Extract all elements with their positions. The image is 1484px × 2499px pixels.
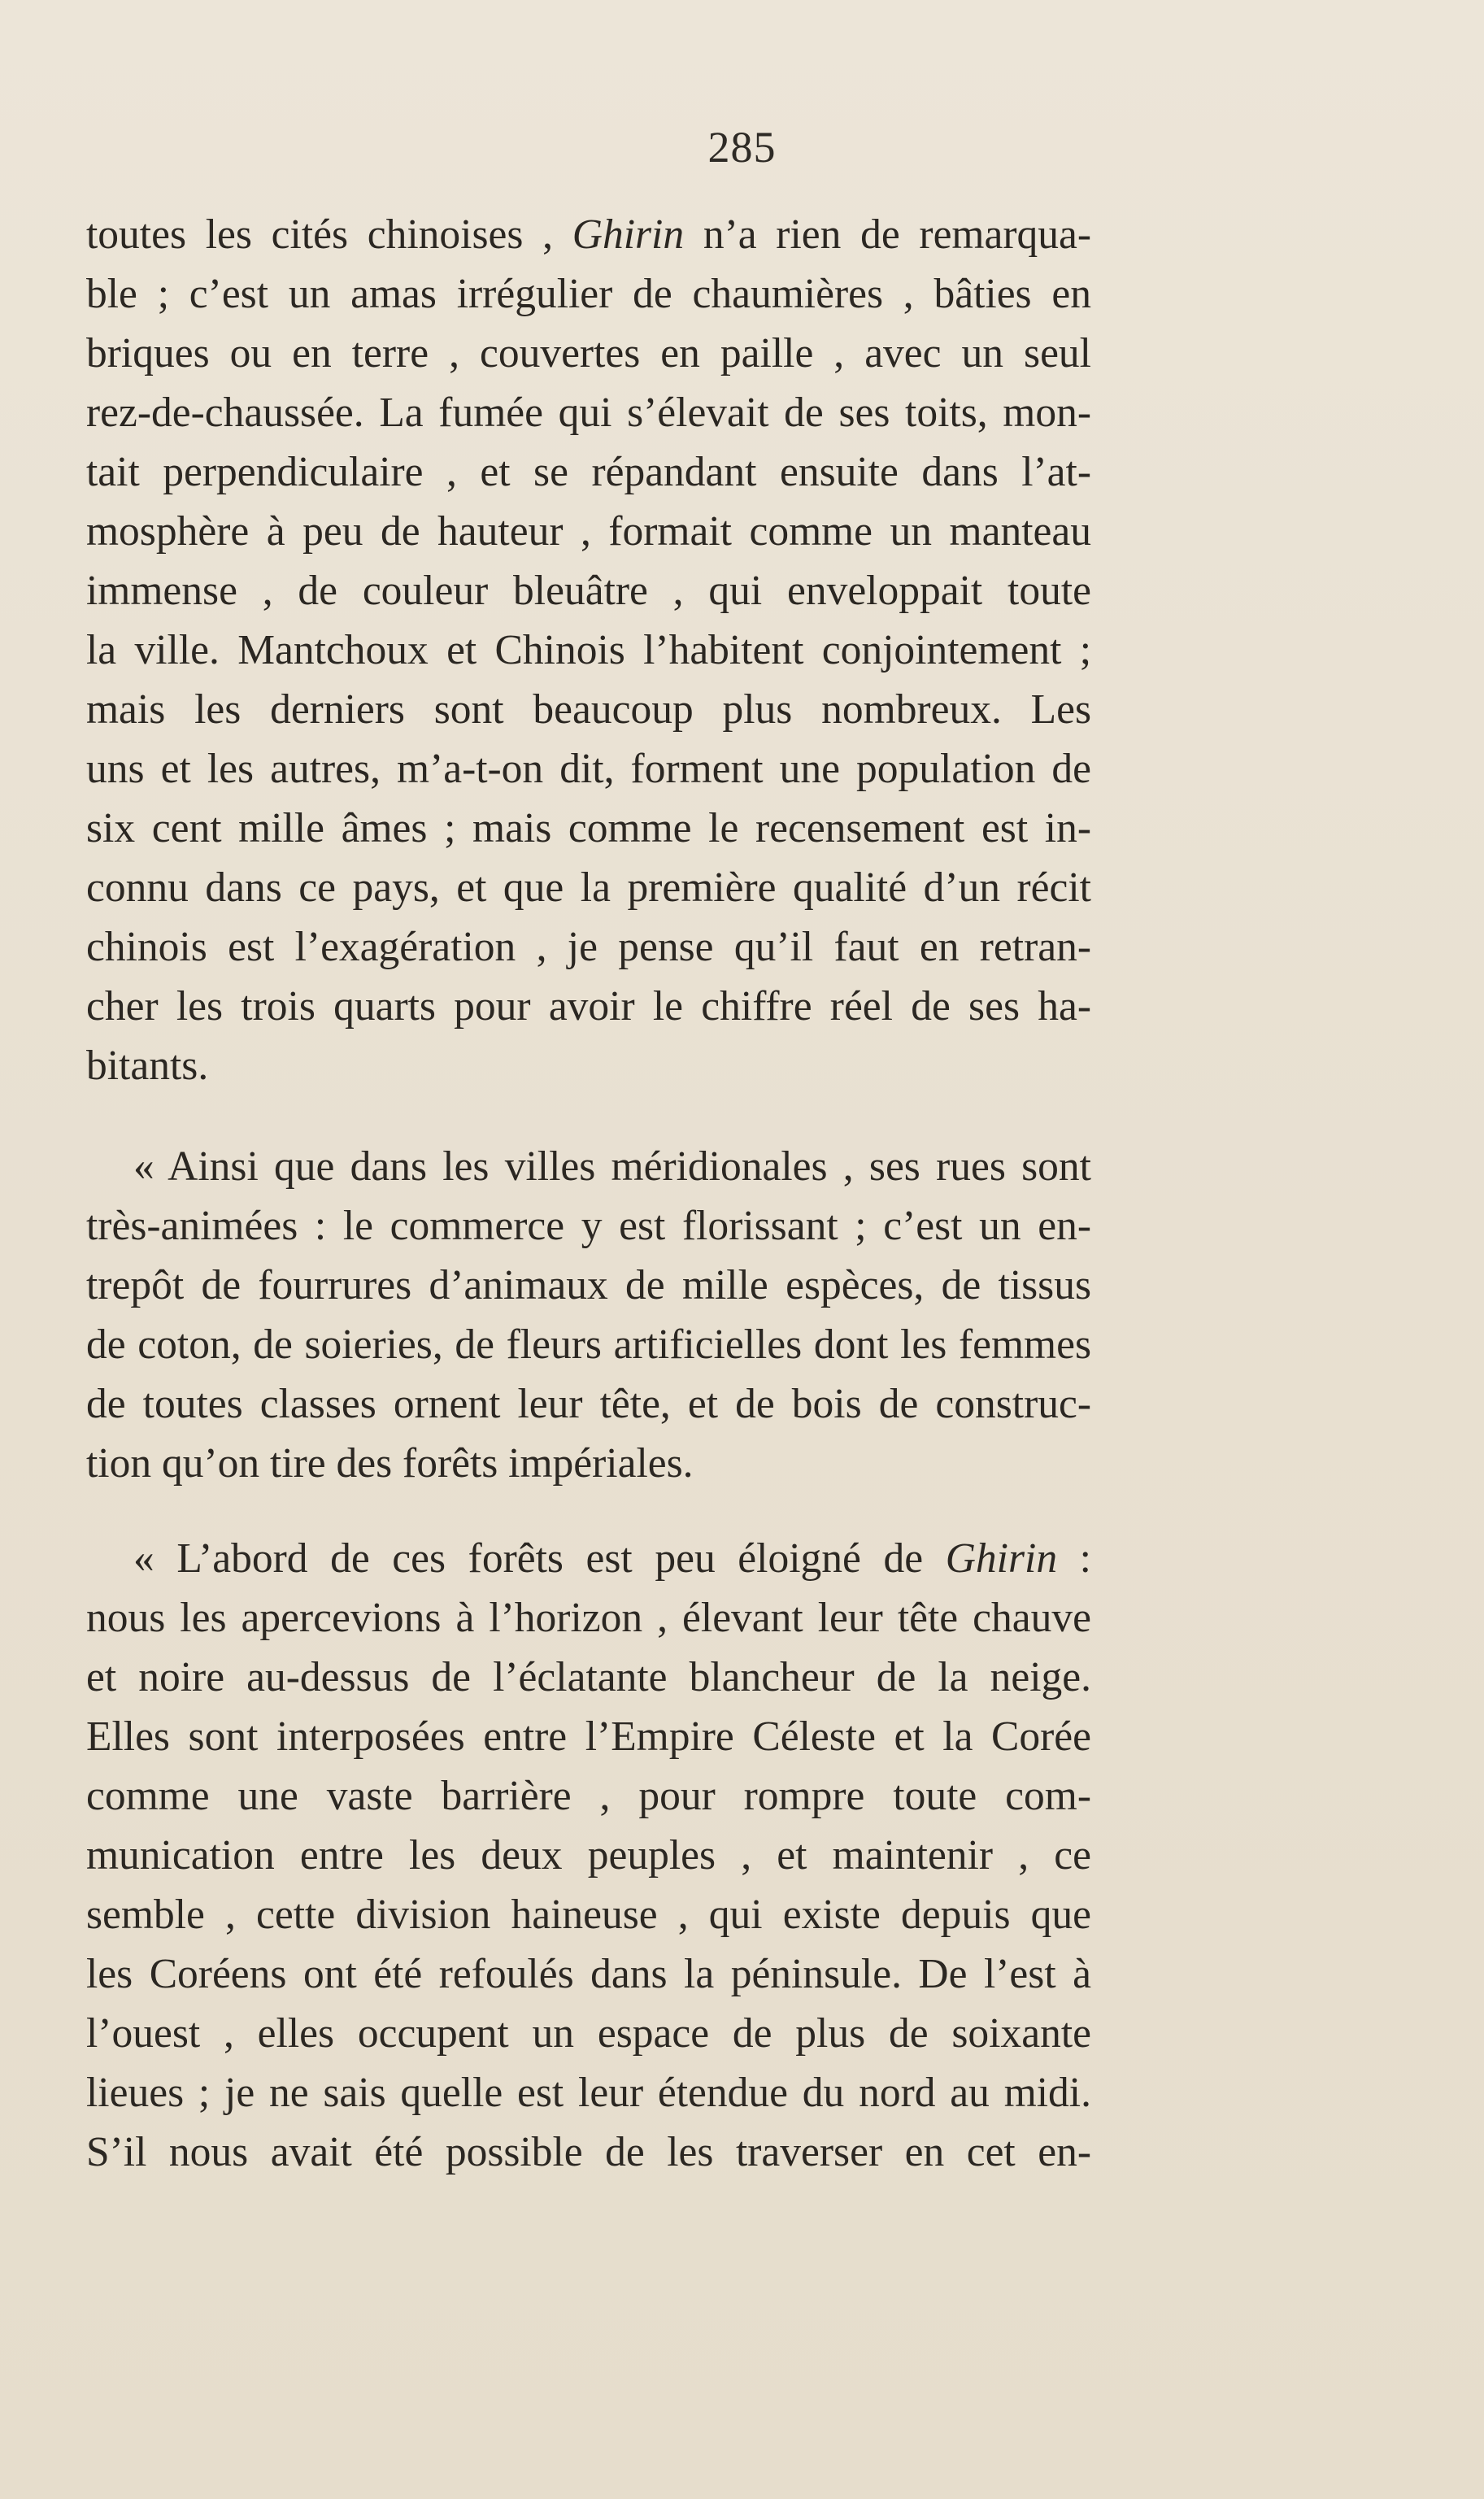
text-line: [86, 442, 1091, 502]
text-segment: :: [1057, 1535, 1091, 1582]
text-line: [86, 977, 1091, 1036]
text-line: [86, 561, 1091, 620]
text-segment: « L’abord de ces forêts est peu éloigné de: [133, 1535, 946, 1582]
text-line: [86, 1707, 1091, 1766]
text-line: [86, 680, 1091, 739]
text-line: [86, 1036, 1091, 1095]
text-segment: Elles sont interposées entre l’Empire Céleste et la Corée: [86, 1713, 1091, 1760]
text-segment: chinois est l’exagération , je pense qu’il faut en retran-: [86, 924, 1091, 970]
text-segment: n’a rien de remarqua-: [684, 211, 1091, 258]
text-segment: nous les apercevions à l’horizon , élevant leur tête chauve: [86, 1595, 1091, 1641]
paragraph: [86, 1529, 1091, 2182]
text-line: [86, 2063, 1091, 2122]
text-segment: briques ou en terre , couvertes en paille , avec un seul: [86, 330, 1091, 377]
text-segment: cher les trois quarts pour avoir le chiffre réel de ses ha-: [86, 983, 1091, 1030]
text-line: [86, 739, 1091, 799]
text-segment: mosphère à peu de hauteur , formait comme un manteau: [86, 508, 1091, 555]
text-segment: la ville. Mantchoux et Chinois l’habitent conjointement ;: [86, 627, 1091, 673]
text-segment: bitants.: [86, 1043, 209, 1089]
text-line: [86, 1256, 1091, 1315]
paragraph: [86, 205, 1091, 1095]
text-segment: connu dans ce pays, et que la première qualité d’un récit: [86, 864, 1091, 911]
text-line: [86, 2004, 1091, 2063]
text-segment: semble , cette division haineuse , qui existe depuis que: [86, 1892, 1091, 1938]
text-segment: « Ainsi que dans les villes méridionales , ses rues sont: [133, 1143, 1091, 1190]
text-line: [86, 1374, 1091, 1434]
text-segment: très-animées : le commerce y est florissant ; c’est un en-: [86, 1203, 1091, 1249]
text-line: [86, 917, 1091, 977]
text-line: [86, 1137, 1091, 1196]
text-segment: de coton, de soieries, de fleurs artificielles dont les femmes: [86, 1321, 1091, 1368]
text-line: [86, 1434, 1091, 1493]
text-line: [86, 1885, 1091, 1944]
text-segment: tion qu’on tire des forêts impériales.: [86, 1440, 694, 1487]
text-segment: trepôt de fourrures d’animaux de mille espèces, de tissus: [86, 1262, 1091, 1308]
text-segment: munication entre les deux peuples , et maintenir , ce: [86, 1832, 1091, 1879]
italic-place-name: Ghirin: [572, 211, 685, 258]
text-line: [86, 383, 1091, 442]
text-segment: comme une vaste barrière , pour rompre toute com-: [86, 1773, 1091, 1819]
text-line: [86, 620, 1091, 680]
text-line: [86, 324, 1091, 383]
text-segment: lieues ; je ne sais quelle est leur étendue du nord au midi.: [86, 2070, 1091, 2116]
text-line: [86, 1529, 1091, 1588]
text-line: [86, 1766, 1091, 1826]
text-segment: les Coréens ont été refoulés dans la péninsule. De l’est à: [86, 1951, 1091, 1997]
italic-place-name: Ghirin: [945, 1535, 1058, 1582]
text-line: [86, 2122, 1091, 2182]
text-segment: ble ; c’est un amas irrégulier de chaumières , bâties en: [86, 271, 1091, 317]
text-segment: l’ouest , elles occupent un espace de plus de soixante: [86, 2010, 1091, 2057]
text-line: [86, 205, 1091, 264]
text-line: [86, 264, 1091, 324]
text-segment: immense , de couleur bleuâtre , qui enveloppait toute: [86, 568, 1091, 614]
text-segment: de toutes classes ornent leur tête, et de bois de construc-: [86, 1381, 1091, 1427]
text-segment: S’il nous avait été possible de les traverser en cet en-: [86, 2129, 1091, 2175]
text-line: [86, 1826, 1091, 1885]
text-segment: uns et les autres, m’a-t-on dit, forment une population de: [86, 746, 1091, 792]
text-line: [86, 1315, 1091, 1374]
text-segment: toutes les cités chinoises ,: [86, 211, 572, 258]
text-line: [86, 858, 1091, 917]
text-line: [86, 502, 1091, 561]
page-number: 285: [707, 123, 777, 172]
text-line: [86, 1588, 1091, 1648]
text-line: [86, 1944, 1091, 2004]
text-segment: six cent mille âmes ; mais comme le recensement est in-: [86, 805, 1091, 851]
text-line: [86, 799, 1091, 858]
paragraph: [86, 1137, 1091, 1493]
text-line: [86, 1648, 1091, 1707]
text-segment: rez-de-chaussée. La fumée qui s’élevait de ses toits, mon-: [86, 390, 1091, 436]
text-segment: tait perpendiculaire , et se répandant ensuite dans l’at-: [86, 449, 1091, 495]
text-segment: mais les derniers sont beaucoup plus nombreux. Les: [86, 686, 1091, 733]
text-line: [86, 1196, 1091, 1256]
text-segment: et noire au-dessus de l’éclatante blancheur de la neige.: [86, 1654, 1091, 1700]
